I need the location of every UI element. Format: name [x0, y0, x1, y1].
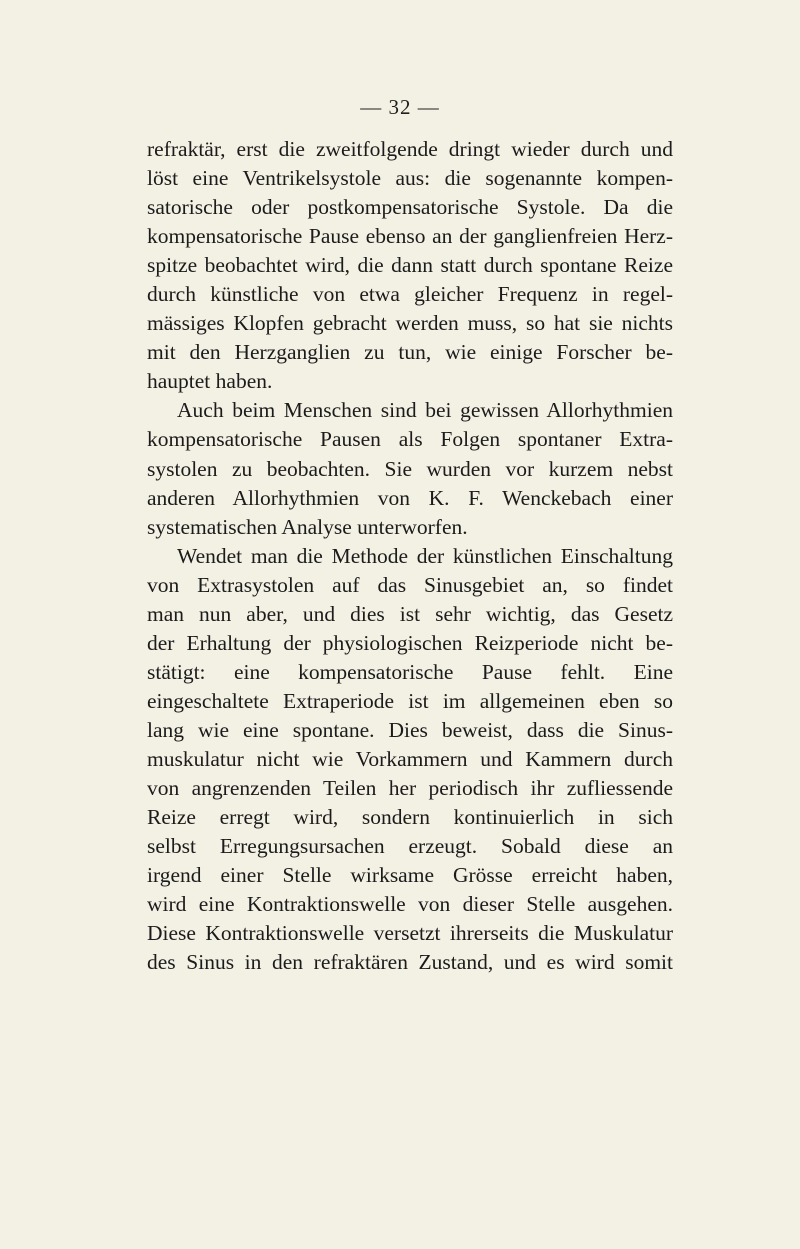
text-line: Diese Kontraktionswelle versetzt ihrerseits die Muskulatur: [147, 921, 673, 946]
text-line: refraktär, erst die zweitfolgende dringt wieder durch und: [147, 137, 673, 161]
text-line: durch künstliche von etwa gleicher Frequenz in regel-: [147, 282, 673, 307]
text-line: systematischen Analyse unterworfen.: [147, 514, 468, 539]
text-line: irgend einer Stelle wirksame Grösse erreicht haben,: [147, 863, 673, 888]
text-line: wird eine Kontraktionswelle von dieser Stelle ausgehen.: [147, 892, 673, 917]
text-line: löst eine Ventrikelsystole aus: die sogenannte kompen-: [147, 166, 673, 191]
text-line: Auch beim Menschen sind bei gewissen Allorhythmien: [177, 398, 673, 423]
page-number: — 32 —: [360, 95, 440, 119]
text-line: Reize erregt wird, sondern kontinuierlich in sich: [147, 805, 673, 830]
text-line: der Erhaltung der physiologischen Reizperiode nicht be-: [147, 630, 673, 655]
text-line: spitze beobachtet wird, die dann statt durch spontane Reize: [147, 253, 673, 278]
text-line: satorische oder postkompensatorische Systole. Da die: [147, 195, 673, 220]
text-line: mässiges Klopfen gebracht werden muss, so hat sie nichts: [147, 311, 673, 336]
body-text: [147, 135, 673, 977]
text-line: stätigt: eine kompensatorische Pause fehlt. Eine: [147, 659, 673, 684]
text-line: Wendet man die Methode der künstlichen Einschaltung: [177, 543, 673, 568]
text-line: von angrenzenden Teilen her periodisch ihr zufliessende: [147, 776, 673, 801]
text-line: kompensatorische Pausen als Folgen spontaner Extra-: [147, 427, 673, 452]
text-line: anderen Allorhythmien von K. F. Wenckebach einer: [147, 485, 673, 510]
text-line: kompensatorische Pause ebenso an der ganglienfreien Herz-: [147, 224, 673, 249]
text-line: systolen zu beobachten. Sie wurden vor kurzem nebst: [147, 456, 673, 481]
text-line: lang wie eine spontane. Dies beweist, dass die Sinus-: [147, 717, 673, 742]
text-line: eingeschaltete Extraperiode ist im allgemeinen eben so: [147, 688, 673, 713]
text-line: selbst Erregungsursachen erzeugt. Sobald diese an: [147, 834, 673, 859]
text-line: muskulatur nicht wie Vorkammern und Kammern durch: [147, 746, 673, 771]
text-line: von Extrasystolen auf das Sinusgebiet an, so findet: [147, 572, 673, 597]
text-line: mit den Herzganglien zu tun, wie einige Forscher be-: [147, 340, 673, 365]
text-line: man nun aber, und dies ist sehr wichtig, das Gesetz: [147, 601, 673, 626]
text-line: hauptet haben.: [147, 369, 273, 394]
text-line: des Sinus in den refraktären Zustand, und es wird somit: [147, 950, 673, 975]
